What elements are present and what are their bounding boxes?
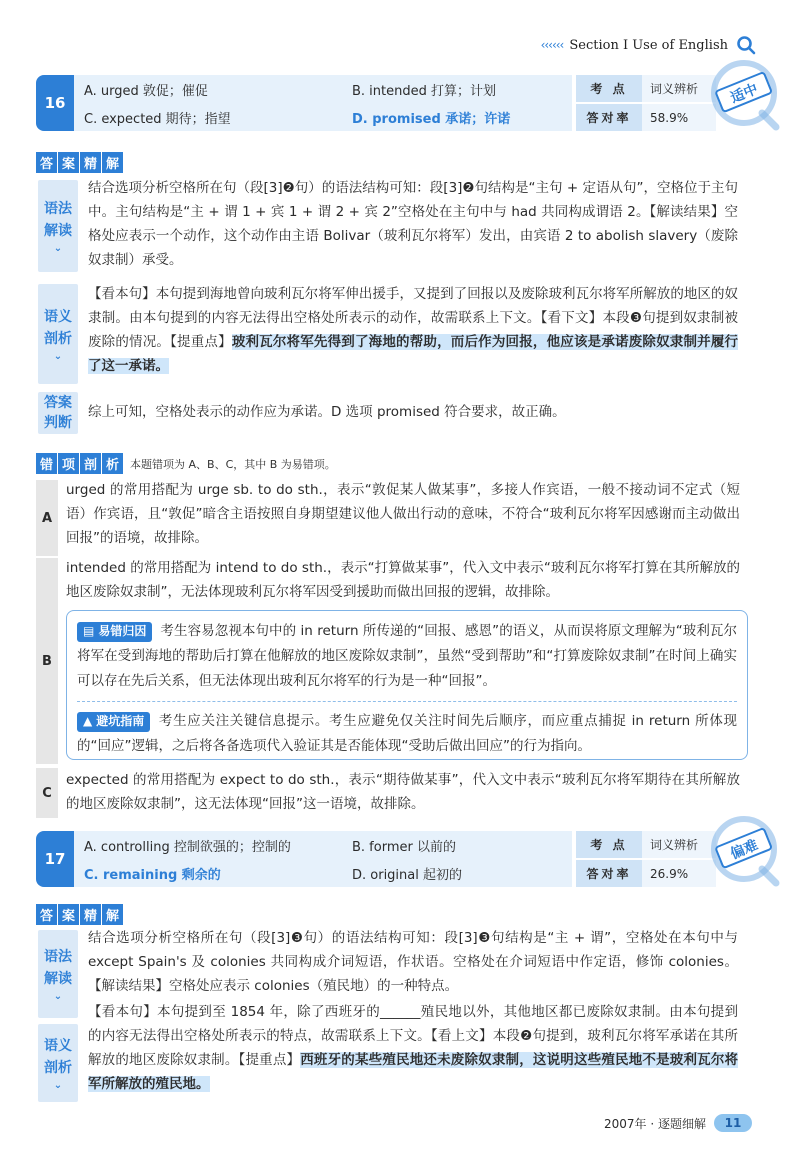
badge-text: 适中: [728, 81, 761, 107]
options-grid: [74, 831, 572, 887]
meaning-label: 语义 剖析 ⌄: [38, 284, 78, 384]
kaodian-value: 词义辨析: [642, 831, 716, 858]
difficulty-badge: [704, 809, 784, 889]
rate-key: 答对率: [576, 860, 642, 887]
kaodian-value: 词义辨析: [642, 75, 716, 102]
page-footer: [604, 1114, 752, 1132]
judge-label: 答案 判断: [38, 392, 78, 434]
tip-tag-avoid-guide: ▲ 避坑指南: [77, 712, 150, 732]
error-section-title: 错 项 剖 析 本题错项为 A、B、C，其中 B 为易错项。: [36, 453, 336, 474]
tip-avoid-guide: ▲ 避坑指南 考生应关注关键信息提示。考生应避免仅关注时间先后顺序，而应重点捕捉 in return 所体现的“回应”逻辑，之后将各备选项代入验证其是否能体现“受助后做出回应”的行为指向。: [77, 709, 737, 759]
warning-icon: ▲: [83, 714, 93, 728]
question-number: 16: [36, 75, 74, 131]
answer-section-title: 答 案 精 解: [36, 904, 124, 925]
kaodian-key: 考 点: [576, 75, 642, 102]
rate-value: 26.9%: [642, 860, 716, 887]
book-icon: ▤: [83, 624, 95, 638]
footer-label: 2007年 · 逐题细解: [604, 1116, 706, 1131]
chevron-down-icon: ⌄: [53, 1080, 63, 1091]
meaning-text: 【看本句】本句提到至 1854 年，除了西班牙的______殖民地以外，其他地区都已废除奴隶制。由本句提到的内容无法得出空格处所表示的特点，故需联系上下文。【看上文】本段❷句提到，玻利瓦尔将军承诺在其所解放的地区废除奴隶制。【提重点】西班牙的某些殖民地还未废除奴隶制，这说明这些殖民地不是玻利瓦尔将军所解放的殖民地。: [88, 1004, 739, 1092]
option-a-letter: A: [36, 480, 58, 556]
tip-tag-error-cause: ▤ 易错归因: [77, 622, 152, 642]
option-a: A. urged 敦促；催促: [84, 83, 208, 99]
option-b: B. intended 打算；计划: [352, 83, 497, 99]
option-a: A. controlling 控制欲强的；控制的: [84, 839, 291, 855]
option-b-letter: B: [36, 558, 58, 764]
option-c-analysis: expected 的常用搭配为 expect to do sth.，表示“期待做某事”，代入文中表示“玻利瓦尔将军期待在其所解放的地区废除奴隶制”，这无法体现“回报”这一语境，故排除。: [66, 772, 740, 812]
section-title: Section I Use of English: [569, 37, 728, 53]
chevrons-icon: ‹‹‹‹‹‹: [540, 38, 564, 52]
option-b: B. former 以前的: [352, 839, 456, 855]
option-c: C. expected 期待；指望: [84, 111, 231, 127]
grammar-text: 结合选项分析空格所在句（段[3]❸句）的语法结构可知：段[3]❸句结构是“主 + 谓”，空格处在本句中与 except Spain's 及 colonies 共同构成介词短语，作状语。空格处在介词短语中作定语，修饰 colonies。【解读结果】空格处应表示 colonies（殖民地）的一种特点。: [88, 930, 738, 994]
meaning-label: 语义 剖析 ⌄: [38, 1024, 78, 1102]
grammar-label: 语法 解读 ⌄: [38, 930, 78, 1018]
meaning-text: 【看本句】本句提到海地曾向玻利瓦尔将军伸出援手，又提到了回报以及废除玻利瓦尔将军所解放的地区的奴隶制。由本句提到的内容无法得出空格处所表示的动作，故需联系上下文。【看下文】本段❸句提到奴隶制被废除的情况。【提重点】玻利瓦尔将军先得到了海地的帮助，而后作为回报，他应该是承诺废除奴隶制并履行了这一承诺。: [88, 286, 739, 374]
divider: [77, 701, 737, 702]
chevron-down-icon: ⌄: [53, 243, 63, 254]
option-c-letter: C: [36, 768, 58, 818]
question-number: 17: [36, 831, 74, 887]
option-a-analysis: urged 的常用搭配为 urge sb. to do sth.，表示“敦促某人做某事”，多接人作宾语，一般不接动词不定式（短语）作宾语，且“敦促”暗含主语按照自身期望建议他人做出行动的意味，不符合“玻利瓦尔将军因感谢而主动做出回报”的语境，故排除。: [66, 482, 740, 546]
options-grid: [74, 75, 572, 131]
tip-error-cause: ▤ 易错归因 考生容易忽视本句中的 in return 所传递的“回报、感恩”的语义，从而误将原文理解为“玻利瓦尔将军在受到海地的帮助后打算在他解放的地区废除奴隶制”，虽然“受到帮助”和“打算废除奴隶制”在时间上确实可以存在先后关系，但无法体现出玻利瓦尔将军的行为是一种“回报”。: [77, 619, 737, 694]
option-c-correct: C. remaining 剩余的: [84, 867, 221, 883]
grammar-text: 结合选项分析空格所在句（段[3]❷句）的语法结构可知：段[3]❷句结构是“主句 + 定语从句”，空格位于主句中。主句结构是“主 + 谓 1 + 宾 1 + 谓 2 + 宾 2”空格处在主句中与 had 共同构成谓语 2。【解读结果】空格处应表示一个动作，这个动作由主语 Bolivar（玻利瓦尔将军）发出，由宾语 2 to abolish slavery（废除奴隶制）承受。: [88, 180, 738, 268]
option-d: D. original 起初的: [352, 867, 462, 883]
page-number: 11: [714, 1114, 752, 1132]
judge-text: 综上可知，空格处表示的动作应为承诺。D 选项 promised 符合要求，故正确。: [88, 404, 566, 420]
rate-value: 58.9%: [642, 104, 716, 131]
answer-section-title: 答 案 精 解: [36, 152, 124, 173]
key-point-highlight: 玻利瓦尔将军先得到了海地的帮助，而后作为回报，他应该是承诺废除奴隶制并履行了这一承诺。: [88, 334, 739, 374]
chevron-down-icon: ⌄: [53, 991, 63, 1002]
difficulty-badge: [704, 53, 784, 133]
option-d-correct: D. promised 承诺；许诺: [352, 111, 511, 127]
error-hint: 本题错项为 A、B、C，其中 B 为易错项。: [130, 457, 336, 471]
kaodian-key: 考 点: [576, 831, 642, 858]
chevron-down-icon: ⌄: [53, 351, 63, 362]
option-b-analysis: intended 的常用搭配为 intend to do sth.，表示“打算做某事”，代入文中表示“玻利瓦尔将军打算在其所解放的地区废除奴隶制”，无法体现玻利瓦尔将军因受到援助而做出回报的逻辑，故排除。: [66, 560, 740, 600]
question-meta: [576, 831, 716, 887]
magnifier-icon: [736, 35, 756, 55]
rate-key: 答对率: [576, 104, 642, 131]
badge-text: 偏难: [728, 837, 761, 863]
question-16-card: [36, 75, 761, 131]
question-17-card: [36, 831, 761, 887]
option-b-tips: [66, 610, 748, 760]
key-point-highlight: 西班牙的某些殖民地还未废除奴隶制，这说明这些殖民地不是玻利瓦尔将军所解放的殖民地。: [88, 1052, 739, 1092]
question-meta: [576, 75, 716, 131]
grammar-label: 语法 解读 ⌄: [38, 180, 78, 272]
